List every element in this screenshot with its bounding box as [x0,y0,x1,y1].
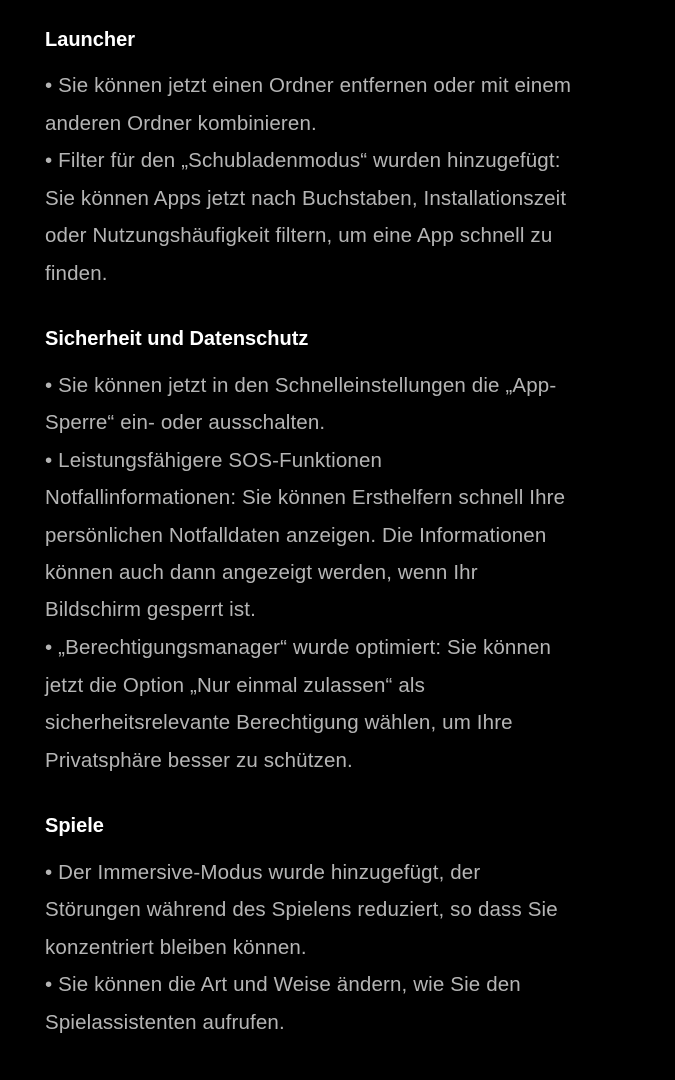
section-text-line: Störungen während des Spielens reduziert, so dass Sie [45,898,558,921]
section-text-line: • Sie können jetzt einen Ordner entfernen oder mit einem [45,74,572,97]
section-text-line: anderen Ordner kombinieren. [45,112,317,135]
section-text-line: • Sie können die Art und Weise ändern, wie Sie den [45,973,521,996]
section-text-line: Bildschirm gesperrt ist. [45,598,256,621]
section-text-line: • Sie können jetzt in den Schnelleinstellungen die „App- [45,374,557,397]
section-text-line: Spielassistenten aufrufen. [45,1011,285,1034]
section-text-line: konzentriert bleiben können. [45,936,307,959]
section-text-line: • Filter für den „Schubladenmodus“ wurden hinzugefügt: [45,149,561,172]
section-text-line: Notfallinformationen: Sie können Ersthelfern schnell Ihre [45,486,566,509]
section-text-line: • Leistungsfähigere SOS-Funktionen [45,449,383,472]
section-text-line: Sie können Apps jetzt nach Buchstaben, Installationszeit [45,187,567,210]
section-title: Spiele [45,815,104,837]
section-text-line: finden. [45,262,108,285]
section-title: Sicherheit und Datenschutz [45,328,309,350]
section-text-line: oder Nutzungshäufigkeit filtern, um eine App schnell zu [45,224,553,247]
section-text-line: • Der Immersive-Modus wurde hinzugefügt, der [45,861,481,884]
section-text-line: persönlichen Notfalldaten anzeigen. Die Informationen [45,524,547,547]
section-text-line: Privatsphäre besser zu schützen. [45,749,353,772]
section-text-line: können auch dann angezeigt werden, wenn Ihr [45,561,478,584]
section-text-line: sicherheitsrelevante Berechtigung wählen, um Ihre [45,711,513,734]
section-text-line: Sperre“ ein- oder ausschalten. [45,411,326,434]
section-title: Launcher [45,29,136,51]
section-text-line: jetzt die Option „Nur einmal zulassen“ als [45,674,426,697]
section-text-line: • „Berechtigungsmanager“ wurde optimiert: Sie können [45,636,552,659]
